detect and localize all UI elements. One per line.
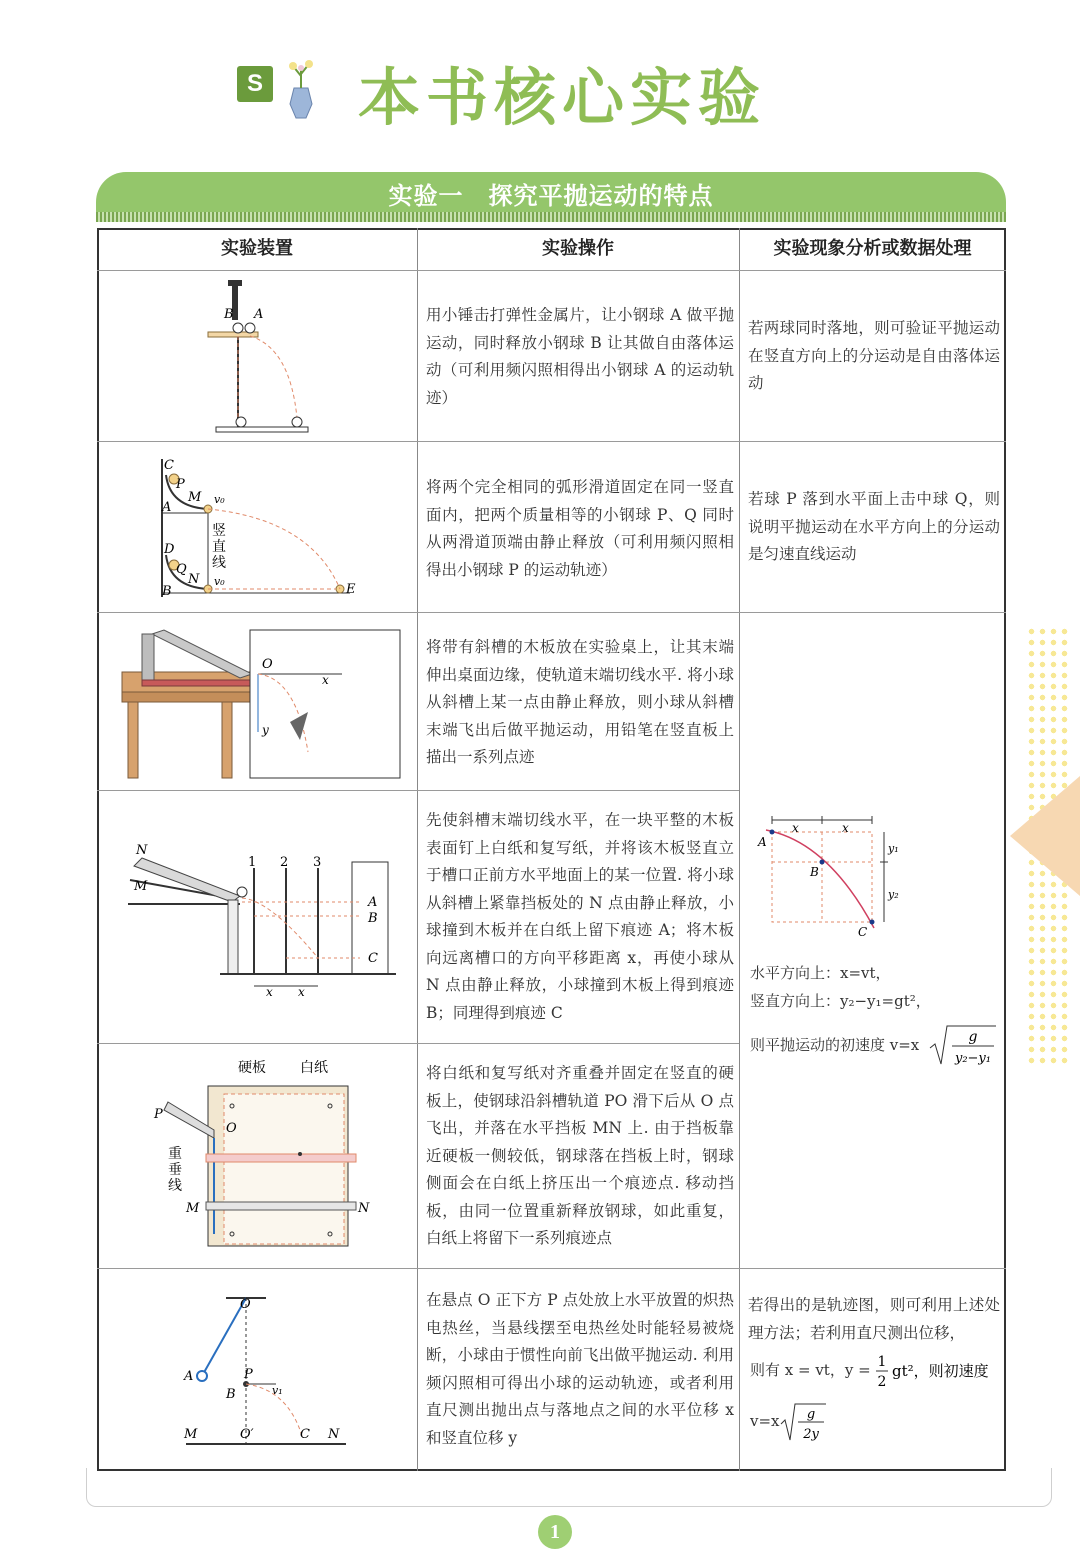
fig5-label-paper: 白纸 xyxy=(300,1060,328,1076)
fig2-label-vert-3: 线 xyxy=(212,555,226,571)
banner-stripes xyxy=(96,212,1006,222)
fig3-label-x: x xyxy=(322,673,329,687)
operation-row-4: 先使斜槽末端切线水平，在一块平整的木板表面钉上白纸和复写纸，并将该木板竖直立于槽口正前方水平地面上的某一位置. 将小球从斜槽上紧靠挡板处的 N 点由静止释放，小球撞到木板并在白纸上留下痕迹 A；将木板向远离槽口的方向平移距离 x，再使小球从 N 点由静止释放，小球撞到木板上得到痕迹 B；同理得到痕迹 C xyxy=(426,811,734,1022)
fig4-label-M: M xyxy=(134,879,148,894)
fig4-label-C: C xyxy=(368,951,378,966)
fig7-label-y2: y₂ xyxy=(888,888,899,901)
v-prefix: v=x xyxy=(750,1412,780,1430)
experiment-title: 实验一 探究平抛运动的特点 xyxy=(388,182,714,210)
fig1-label-B: B xyxy=(224,307,234,322)
fig5-label-N: N xyxy=(358,1201,370,1216)
fig4-label-N: N xyxy=(136,843,148,858)
fig7-label-x1: x xyxy=(792,821,799,835)
operation-row-1: 用小锤击打弹性金属片，让小钢球 A 做平抛运动，同时释放小钢球 B 让其做自由落体运动（可利用频闪照相得出小钢球 A 的运动轨迹） xyxy=(426,306,734,407)
sqrt-num: g xyxy=(806,1407,816,1422)
fig7-label-C: C xyxy=(858,925,868,939)
fig1-label-A: A xyxy=(254,307,264,322)
fig6-label-N: N xyxy=(328,1427,340,1442)
fig2-label-C: C xyxy=(164,458,174,473)
relation-formula xyxy=(750,1359,871,1380)
fig4-label-2: 2 xyxy=(280,855,289,870)
fig5-label-plumb-3: 线 xyxy=(168,1178,182,1194)
fig6-label-C: C xyxy=(300,1427,310,1442)
speed-den: y₂−y₁ xyxy=(954,1051,992,1066)
operation-row-2: 将两个完全相同的弧形滑道固定在同一竖直面内，把两个质量相等的小钢球 P、Q 同时从两滑道顶端由静止释放（可利用频闪照相得出小钢球 P 的运动轨迹） xyxy=(426,478,734,579)
half-den: 2 xyxy=(877,1374,887,1390)
sqrt-g-2y xyxy=(780,1400,830,1444)
fig6-label-v1: v₁ xyxy=(272,1384,283,1397)
analysis-row-2: 若球 P 落到水平面上击中球 Q，则说明平抛运动在水平方向上的分运动是匀速直线运动 xyxy=(748,490,1000,563)
fig4-label-B: B xyxy=(368,911,378,926)
vase-icon xyxy=(280,58,322,120)
fig6-label-B: B xyxy=(226,1387,236,1402)
fig7-label-B: B xyxy=(810,865,819,879)
fig2-label-A: A xyxy=(162,500,172,515)
header-operation: 实验操作 xyxy=(542,238,614,259)
fig6-label-O-prime: O′ xyxy=(240,1427,254,1442)
horizontal-formula: 水平方向上：x=vt， xyxy=(750,964,891,982)
figure-spheres-drop xyxy=(200,278,320,438)
row-divider xyxy=(97,1043,739,1044)
fig4-label-A: A xyxy=(368,895,378,910)
fig5-label-plumb-2: 垂 xyxy=(168,1162,182,1178)
header-apparatus: 实验装置 xyxy=(221,238,293,259)
gt2-text: gt²，则初速度 xyxy=(892,1362,989,1380)
fig6-label-P: P xyxy=(244,1367,253,1382)
fig2-label-N: N xyxy=(188,572,200,587)
speed-formula-prefix: 则平抛运动的初速度 v=x xyxy=(750,1036,920,1054)
figure-hardboard xyxy=(150,1054,380,1254)
fig2-label-v0-bottom: v₀ xyxy=(214,575,225,588)
figure-pendulum xyxy=(176,1286,366,1456)
figure-trajectory-grid xyxy=(750,812,910,952)
fig2-label-B: B xyxy=(162,584,172,599)
fig4-label-x1: x xyxy=(266,985,273,998)
fig5-label-O: O xyxy=(226,1121,237,1136)
section-badge: S xyxy=(237,66,273,102)
decorative-triangle xyxy=(1010,776,1080,896)
vertical-formula: 竖直方向上：y₂−y₁=gt²， xyxy=(750,992,931,1010)
fig4-label-1: 1 xyxy=(248,855,257,870)
fig2-label-P: P xyxy=(176,477,185,492)
fig5-label-plumb-1: 重 xyxy=(168,1146,182,1162)
fig2-label-M: M xyxy=(188,490,202,505)
page-title: 本书核心实验 xyxy=(358,61,767,134)
fig7-label-x2: x xyxy=(842,821,849,835)
fig5-label-M: M xyxy=(186,1201,200,1216)
figure-table-board xyxy=(112,622,408,782)
fig5-label-P: P xyxy=(154,1107,163,1122)
fig3-label-y: y xyxy=(262,723,269,737)
fig6-label-A: A xyxy=(184,1369,194,1384)
fig4-label-3: 3 xyxy=(313,855,322,870)
page-frame xyxy=(86,1468,1052,1507)
header-analysis: 实验现象分析或数据处理 xyxy=(773,238,972,259)
operation-row-5: 将白纸和复写纸对齐重叠并固定在竖直的硬板上，使钢球沿斜槽轨道 PO 滑下后从 O 点飞出，并落在水平挡板 MN 上. 由于挡板靠近硬板一侧较低，钢球落在挡板上时，钢球侧面会在白纸上挤压出一个痕迹点. 移动挡板，由同一位置重新释放钢球，如此重复，白纸上将留下一系列痕迹点 xyxy=(426,1064,734,1247)
half-num: 1 xyxy=(877,1354,887,1370)
fig2-label-v0-top: v₀ xyxy=(214,493,225,506)
operation-row-6: 在悬点 O 正下方 P 点处放上水平放置的炽热电热丝，当悬线摆至电热丝处时能轻易被烧断，小球由于惯性向前飞出做平抛运动. 利用频闪照相可得出小球的运动轨迹，或者利用直尺测出抛出点与落地点之间的水平位移 x 和竖直位移 y xyxy=(426,1291,734,1447)
row-divider xyxy=(97,1268,1006,1269)
v-formula xyxy=(750,1412,780,1430)
fig6-label-O: O xyxy=(240,1297,251,1312)
column-divider xyxy=(739,228,740,1471)
relation-text: 则有 x = vt，y = xyxy=(750,1361,871,1379)
speed-formula xyxy=(750,1034,919,1055)
fig7-label-A: A xyxy=(758,835,767,849)
fig2-label-Q: Q xyxy=(176,562,187,577)
speed-num: g xyxy=(968,1029,978,1045)
sqrt-den: 2y xyxy=(803,1427,819,1442)
sqrt-fraction xyxy=(928,1022,998,1068)
analysis-row-1: 若两球同时落地，则可验证平抛运动在竖直方向上的分运动是自由落体运动 xyxy=(748,319,1000,392)
fig6-label-M: M xyxy=(184,1427,198,1442)
page-number: 1 xyxy=(538,1515,572,1549)
figure-incline-boards xyxy=(120,840,400,998)
row-divider xyxy=(97,270,1006,271)
half-gt2 xyxy=(874,1350,1000,1390)
fig2-label-E: E xyxy=(346,582,356,597)
fig3-label-O: O xyxy=(262,657,273,672)
fig7-label-y1: y₁ xyxy=(888,842,899,855)
fig5-label-hardboard: 硬板 xyxy=(238,1060,266,1076)
fig2-label-vert-1: 竖 xyxy=(212,523,226,539)
figure-twin-tracks xyxy=(150,455,410,603)
fig2-label-D: D xyxy=(164,542,175,557)
row-divider xyxy=(97,612,1006,613)
fig2-label-vert-2: 直 xyxy=(212,539,226,555)
operation-row-3: 将带有斜槽的木板放在实验桌上，让其末端伸出桌面边缘，使轨道末端切线水平. 将小球从斜槽上某一点由静止释放，则小球从斜槽末端飞出后做平抛运动，用铅笔在竖直板上描出一系列点迹 xyxy=(426,638,734,766)
fig4-label-x2: x xyxy=(298,985,305,998)
analysis-row-6: 若得出的是轨迹图，则可利用上述处理方法；若利用直尺测出位移， xyxy=(748,1296,1000,1342)
row-divider xyxy=(97,441,1006,442)
row-divider xyxy=(97,790,739,791)
column-divider xyxy=(417,228,418,1471)
